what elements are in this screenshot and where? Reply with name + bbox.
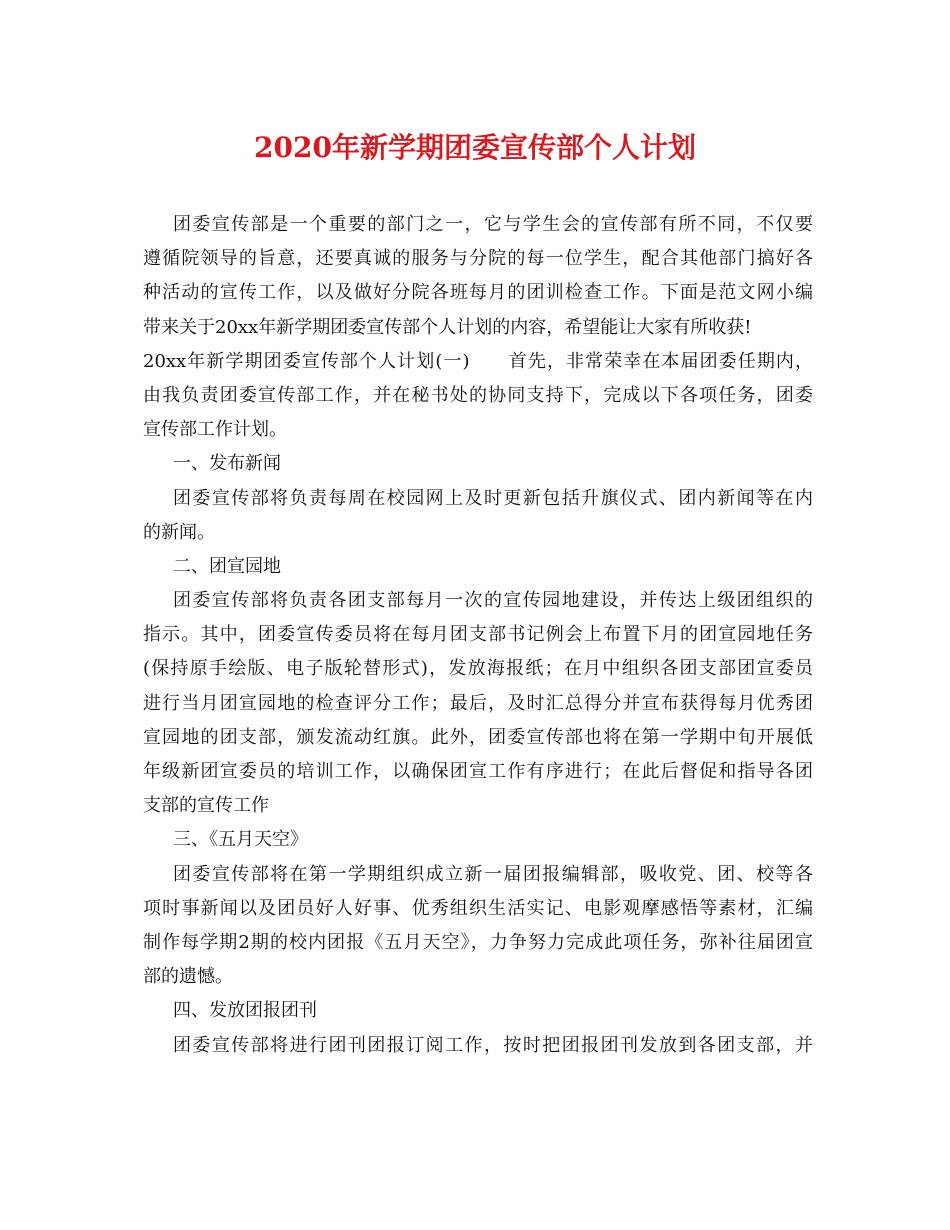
text-line: 部的遗憾。 [143,966,233,988]
text-line: 团委宣传部将进行团刊团报订阅工作，按时把团报团刊发放到各团支部，并 [173,1034,813,1056]
text-line: 宣传部工作计划。 [143,419,287,441]
text-line: 指示。其中，团委宣传委员将在每月团支部书记例会上布置下月的团宣园地任务 [143,624,813,646]
text-line: 团委宣传部将负责每周在校园网上及时更新包括升旗仪式、团内新闻等在内 [173,487,813,509]
document-title: 2020年新学期团委宣传部个人计划 [254,131,696,164]
text-line: 进行当月团宣园地的检查评分工作；最后，及时汇总得分并宣布获得每月优秀团 [143,692,813,714]
text-line: 制作每学期2期的校内团报《五月天空》，力争努力完成此项任务，弥补往届团宣 [143,931,813,953]
text-line: 团委宣传部将负责各团支部每月一次的宣传园地建设，并传达上级团组织的 [173,590,813,612]
text-line: 四、发放团报团刊 [173,1000,317,1022]
text-line: 三、《五月天空》 [173,829,308,851]
text-line: 宣园地的团支部，颁发流动红旗。此外，团委宣传部也将在第一学期中旬开展低 [143,726,813,748]
text-line: 团委宣传部是一个重要的部门之一，它与学生会的宣传部有所不同，不仅要 [173,214,813,235]
text-line: 的新闻。 [143,521,215,543]
text-line: 二、团宣园地 [173,555,281,577]
text-line: 支部的宣传工作 [143,795,269,817]
text-line: 遵循院领导的旨意，还要真诚的服务与分院的每一位学生，配合其他部门搞好各 [143,248,813,270]
text-line: 由我负责团委宣传部工作，并在秘书处的协同支持下，完成以下各项任务，团委 [143,384,813,406]
text-line: 种活动的宣传工作，以及做好分院各班每月的团训检查工作。下面是范文网小编 [143,282,813,304]
text-line: 一、发布新闻 [173,453,281,475]
text-line: 20xx年新学期团委宣传部个人计划(一) 首先，非常荣幸在本届团委任期内， [143,350,813,372]
text-line: (保持原手绘版、电子版轮替形式)，发放海报纸；在月中组织各团支部团宣委员 [143,658,813,680]
text-line: 团委宣传部将在第一学期组织成立新一届团报编辑部，吸收党、团、校等各 [173,863,813,885]
text-line: 项时事新闻以及团员好人好事、优秀组织生活实记、电影观摩感悟等素材，汇编 [143,897,813,919]
text-line: 带来关于20xx年新学期团委宣传部个人计划的内容，希望能让大家有所收获! [143,316,752,338]
document-body [143,208,813,1063]
text-line: 年级新团宣委员的培训工作，以确保团宣工作有序进行；在此后督促和指导各团 [143,761,813,782]
